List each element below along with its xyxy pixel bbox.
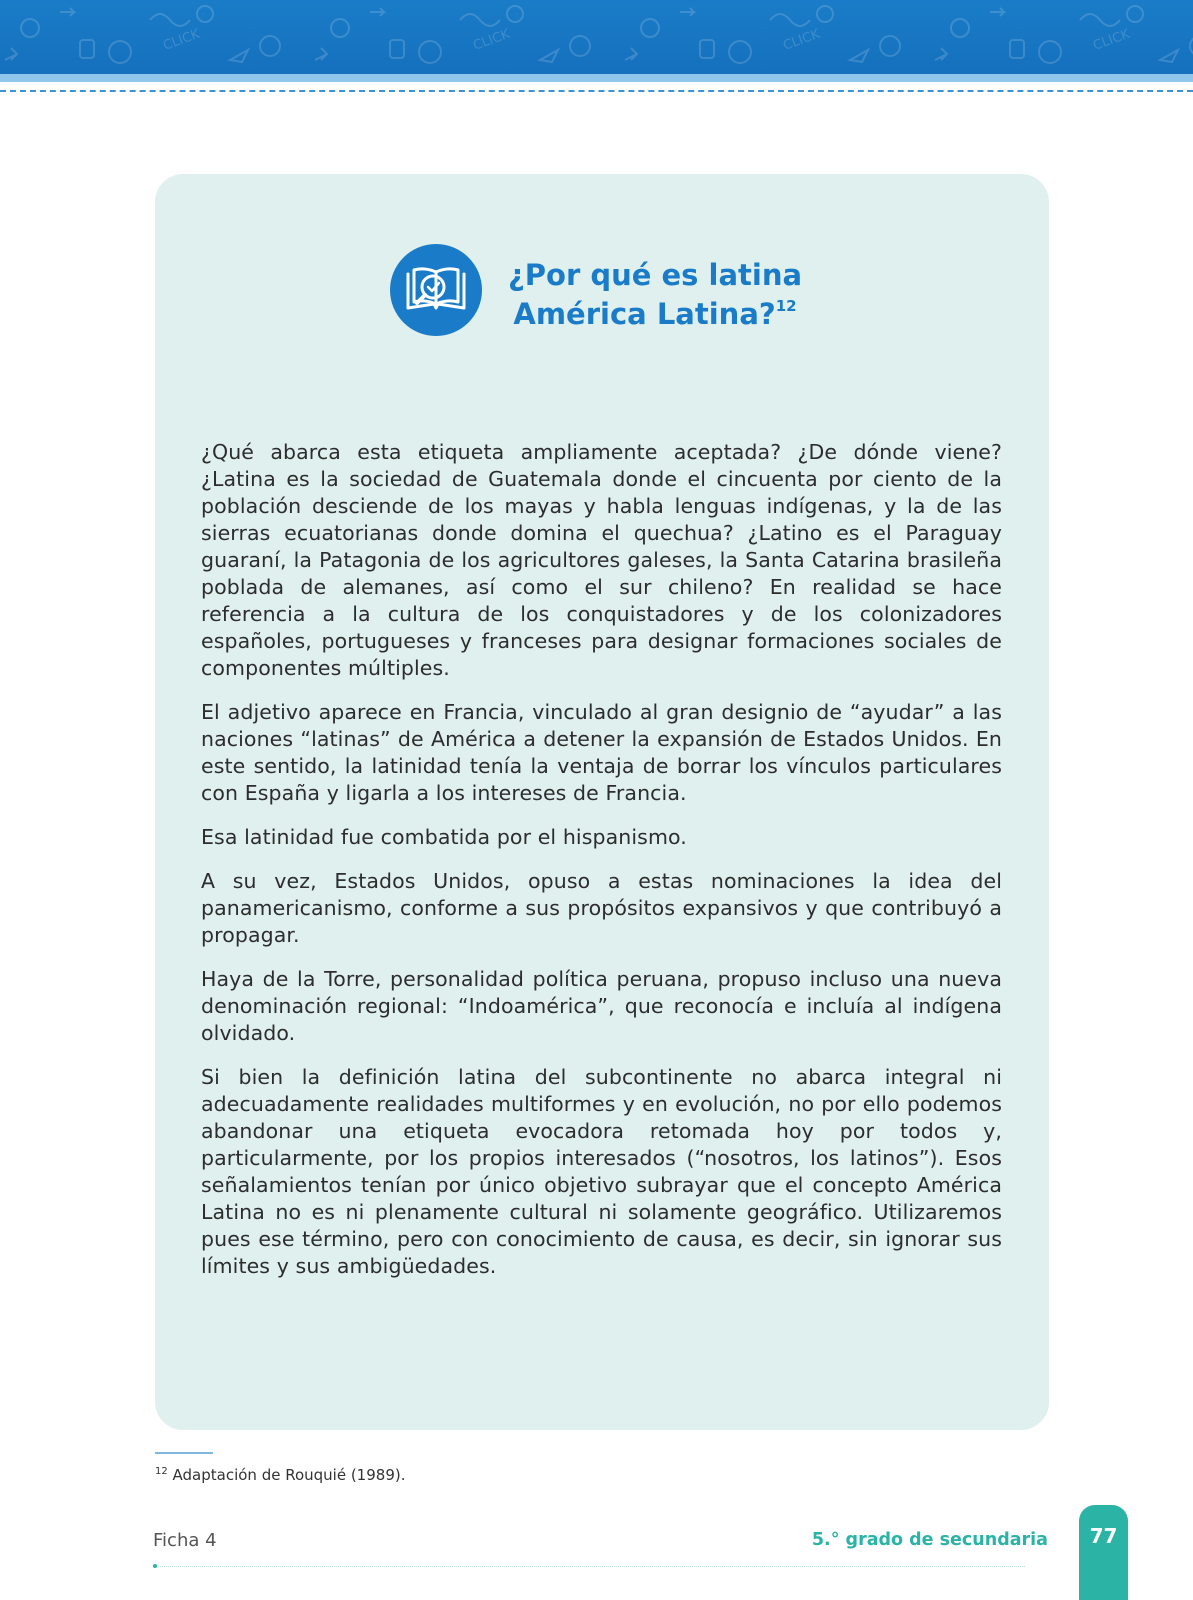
footer-grade-label: 5.° grado de secundaria	[811, 1530, 1048, 1550]
footer-dot	[153, 1564, 157, 1568]
doodle-shape	[1127, 6, 1143, 22]
paragraph-2: El adjetivo aparece en Francia, vinculado al gran designio de “ayudar” a las naciones “latinas” de América a detener la expansión de Estados Unidos. En este sentido, la latinidad tenía la ventaja de borrar los vínculos particulares con España y ligarla a los intereses de Francia.	[201, 700, 1002, 805]
page-title	[490, 256, 820, 334]
paragraph-6: Si bien la definición latina del subcontinente no abarca integral ni adecuadamente realidades multiformes y en evolución, no por ello podemos abandonar una etiqueta evocadora retomada hoy por todos y, particularmente, por los propios interesados (“nosotros, los latinos”). Esos señalamientos tenían por único objetivo subrayar que el concepto América Latina no es ni plenamente cultural ni solamente geográfico. Utilizaremos pues ese término, pero con conocimiento de causa, es decir, sin ignorar sus límites y sus ambigüedades.	[201, 1065, 1002, 1278]
title-footnote-ref: 12	[775, 297, 797, 315]
doodle-shape	[700, 40, 714, 58]
doodle-shape	[331, 19, 349, 37]
doodle-shape	[370, 8, 384, 16]
doodle-shape	[1080, 14, 1120, 26]
doodle-shape	[230, 50, 248, 62]
top-banner	[0, 0, 1193, 74]
banner-dashed-divider	[0, 90, 1193, 92]
doodle-shape	[770, 14, 810, 26]
doodle-click-word: CLICK	[781, 26, 822, 54]
doodle-shape	[850, 50, 868, 62]
doodle-shape	[21, 19, 39, 37]
doodle-shape	[951, 19, 969, 37]
doodle-shape	[315, 48, 327, 60]
doodle-shape	[1039, 41, 1061, 63]
doodle-shape	[197, 6, 213, 22]
footnote-separator	[155, 1452, 213, 1454]
doodle-shape	[625, 48, 637, 60]
doodle-tile	[625, 6, 900, 63]
paragraph-1: ¿Qué abarca esta etiqueta ampliamente aceptada? ¿De dónde viene? ¿Latina es la sociedad de Guatemala donde el cincuenta por ciento de la población desciende de los mayas y habla lenguas indígenas, y la de las sierras ecuatorianas donde domina el quechua? ¿Latino es el Paraguay guaraní, la Patagonia de los agricultores galeses, la Santa Catarina brasileña poblada de alemanes, así como el sur chileno? En realidad se hace referencia a la cultura de los conquistadores y de los colonizadores españoles, portugueses y franceses para designar formaciones sociales de componentes múltiples.	[201, 440, 1002, 680]
doodle-tile	[5, 6, 280, 63]
article-body	[201, 439, 1002, 1297]
doodle-click-word: CLICK	[1091, 26, 1132, 54]
doodle-shape	[570, 36, 590, 56]
footnote-text: Adaptación de Rouquié (1989).	[172, 1466, 406, 1484]
doodle-shape	[5, 48, 17, 60]
page-number: 77	[1089, 1524, 1118, 1548]
doodle-shape	[1160, 50, 1178, 62]
doodle-shape	[460, 14, 500, 26]
banner-doodle-pattern	[0, 0, 1193, 74]
banner-stripe	[0, 74, 1193, 82]
doodle-click-word: CLICK	[471, 26, 512, 54]
doodle-click-word: CLICK	[161, 26, 202, 54]
doodle-shape	[540, 50, 558, 62]
doodle-shape	[1010, 40, 1024, 58]
doodle-shape	[260, 36, 280, 56]
doodle-shape	[109, 41, 131, 63]
page-number-tab	[1079, 1505, 1128, 1600]
footnote-number: 12	[155, 1466, 168, 1477]
doodle-shape	[990, 8, 1004, 16]
doodle-shape	[507, 6, 523, 22]
doodle-shape	[680, 8, 694, 16]
footer-ficha-label: Ficha 4	[153, 1530, 217, 1551]
title-line-2-text: América Latina?	[513, 297, 776, 331]
doodle-shape	[419, 41, 441, 63]
footer-dotted-rule	[155, 1566, 1025, 1567]
doodle-shape	[60, 8, 74, 16]
book-search-icon	[390, 244, 482, 336]
doodle-shape	[80, 40, 94, 58]
paragraph-5: Haya de la Torre, personalidad política peruana, propuso incluso una nueva denominación regional: “Indoamérica”, que reconocía e incluía al indígena olvidado.	[201, 967, 1002, 1045]
paragraph-4: A su vez, Estados Unidos, opuso a estas nominaciones la idea del panamericanismo, conforme a sus propósitos expansivos y que contribuyó a propagar.	[201, 869, 1002, 947]
title-line-1: ¿Por qué es latina	[507, 258, 803, 292]
paragraph-3: Esa latinidad fue combatida por el hispanismo.	[201, 825, 687, 849]
footnote	[155, 1466, 405, 1484]
doodle-shape	[729, 41, 751, 63]
title-line-2	[490, 295, 820, 334]
doodle-tile	[935, 6, 1193, 63]
doodle-shape	[880, 36, 900, 56]
doodle-tile	[315, 6, 590, 63]
doodle-shape	[641, 19, 659, 37]
doodle-shape	[935, 48, 947, 60]
doodle-shape	[390, 40, 404, 58]
doodle-shape	[150, 14, 190, 26]
doodle-shape	[817, 6, 833, 22]
